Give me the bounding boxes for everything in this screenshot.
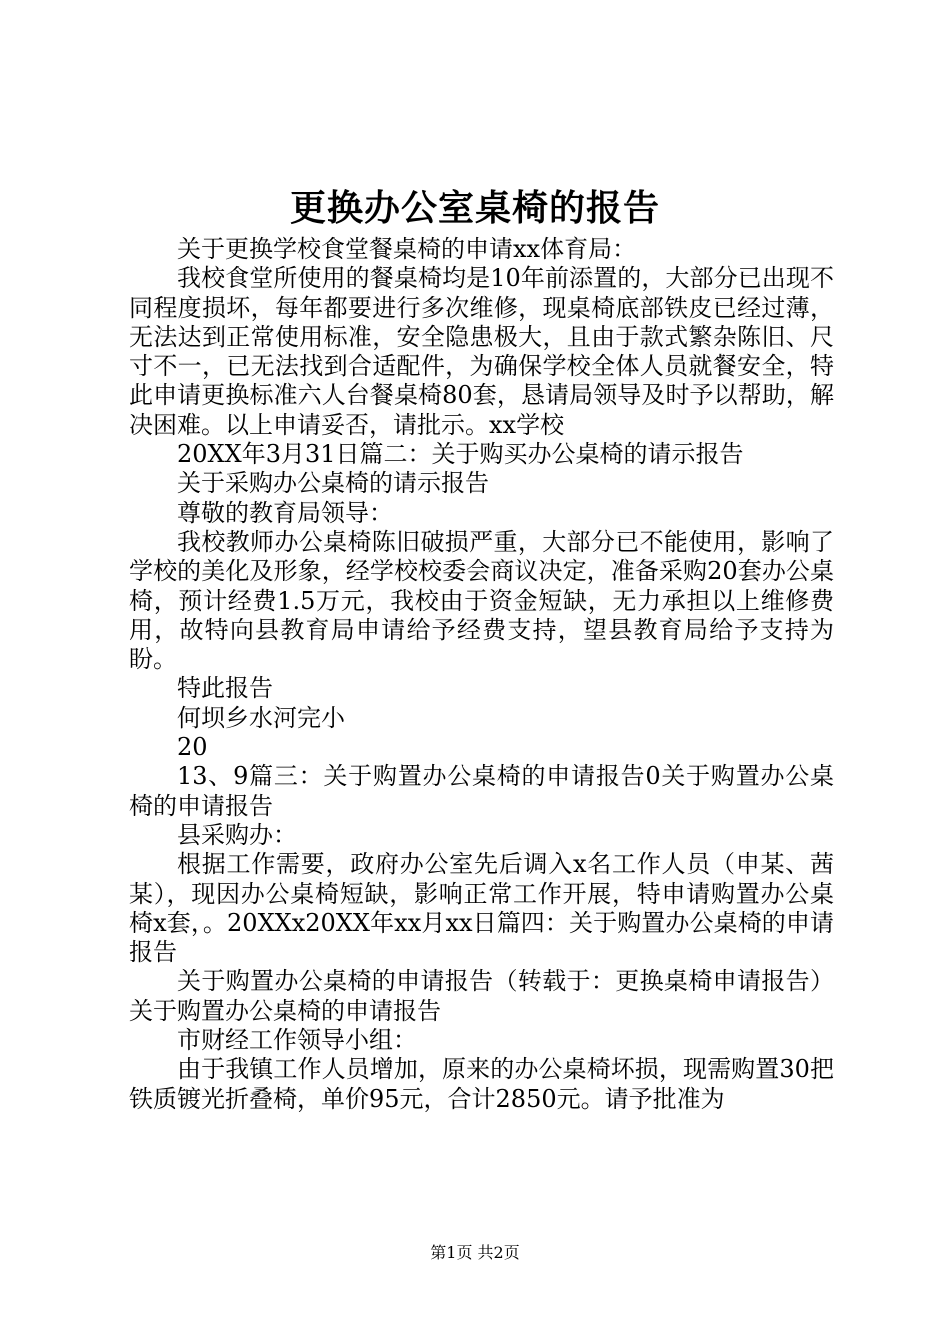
document-title: 更换办公室桌椅的报告 (289, 187, 660, 229)
paragraph: 关于购置办公桌椅的申请报告（转载于：更换桌椅申请报告）关于购置办公桌椅的申请报告 (129, 967, 834, 1025)
document-body (129, 235, 834, 1114)
page-footer: 第1页 共2页 (430, 1243, 520, 1262)
paragraph: 由于我镇工作人员增加，原来的办公桌椅坏损，现需购置30把铁质镀光折叠椅，单价95元，合计2850元。请予批准为 (129, 1055, 834, 1113)
paragraph: 市财经工作领导小组： (177, 1026, 417, 1055)
paragraph: 20 (177, 733, 208, 762)
paragraph: 20XX年3月31日篇二：关于购买办公桌椅的请示报告 (177, 440, 744, 469)
paragraph: 根据工作需要，政府办公室先后调入x名工作人员（申某、茜某），现因办公桌椅短缺，影响正常工作开展，特申请购置办公桌椅x套，。20XXx20XX年xx月xx日篇四：关于购置办公桌椅的申请报告 (129, 850, 834, 967)
paragraph: 关于更换学校食堂餐桌椅的申请xx体育局： (177, 235, 637, 263)
paragraph: 我校教师办公桌椅陈旧破损严重，大部分已不能使用，影响了学校的美化及形象，经学校校委会商议决定，准备采购20套办公桌椅，预计经费1.5万元，我校由于资金短缺，无力承担以上维修费用，故特向县教育局申请给予经费支持，望县教育局给予支持为盼。 (129, 527, 834, 674)
paragraph: 何坝乡水河完小 (177, 703, 345, 732)
paragraph: 尊敬的教育局领导： (177, 498, 393, 527)
paragraph: 县采购办： (177, 820, 297, 849)
paragraph: 特此报告 (177, 674, 273, 703)
paragraph: 13、9篇三：关于购置办公桌椅的申请报告0关于购置办公桌椅的申请报告 (129, 762, 834, 820)
paragraph: 我校食堂所使用的餐桌椅均是10年前添置的，大部分已出现不同程度损坏，每年都要进行多次维修，现桌椅底部铁皮已经过薄，无法达到正常使用标准，安全隐患极大，且由于款式繁杂陈旧、尺寸不一，已无法找到合适配件，为确保学校全体人员就餐安全，特此申请更换标准六人台餐桌椅80套，恳请局领导及时予以帮助，解决困难。以上申请妥否，请批示。xx学校 (129, 264, 834, 439)
paragraph: 关于采购办公桌椅的请示报告 (177, 469, 489, 498)
